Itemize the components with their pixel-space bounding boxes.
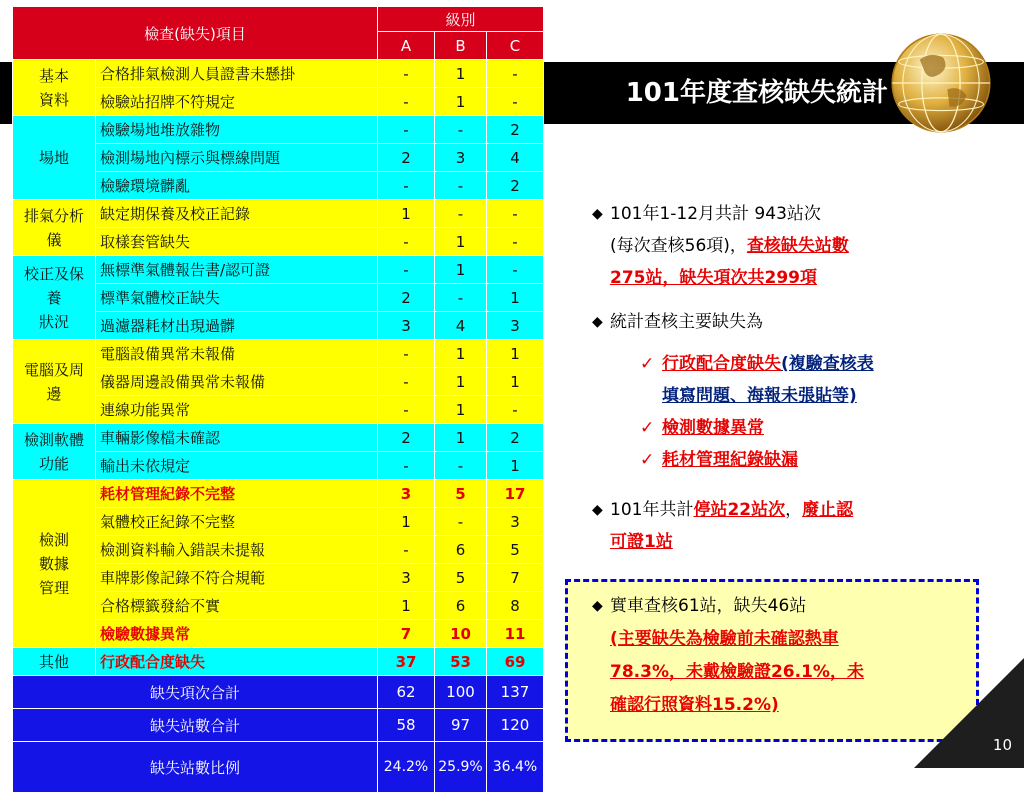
table-row [13, 424, 544, 452]
bullet-line: 統計查核主要缺失為 [610, 312, 763, 332]
check-item: 行政配合度缺失 [662, 354, 781, 374]
bullet-field-check [592, 590, 864, 722]
grade-b-cell: 53 [435, 648, 487, 676]
grade-c-cell: - [487, 256, 544, 284]
item-cell: 檢驗環境髒亂 [96, 172, 378, 200]
grade-b-cell: - [435, 116, 487, 144]
grade-c-cell: 1 [487, 284, 544, 312]
bullet-text: ， [785, 500, 803, 520]
totals-row [13, 709, 544, 742]
item-cell: 氣體校正紀錄不完整 [96, 508, 378, 536]
grade-b-cell: 1 [435, 368, 487, 396]
item-cell: 合格排氣檢測人員證書未懸掛 [96, 60, 378, 88]
grade-a-cell: - [378, 60, 435, 88]
grade-c-cell: 3 [487, 508, 544, 536]
totals-b-cell: 25.9% [435, 742, 487, 793]
grade-c-cell: 2 [487, 172, 544, 200]
category-label: 管理 [38, 578, 69, 597]
highlight-text: 可證1站 [610, 532, 673, 552]
highlight-text: (主要缺失為檢驗前未確認熱車 [610, 629, 839, 649]
grade-b-cell: 3 [435, 144, 487, 172]
item-cell: 車牌影像記錄不符合規範 [96, 564, 378, 592]
item-cell: 檢測場地內標示與標線問題 [96, 144, 378, 172]
check-icon: ✓ [640, 450, 655, 470]
grade-c-cell: 17 [487, 480, 544, 508]
item-cell: 行政配合度缺失 [96, 648, 378, 676]
grade-c-cell: - [487, 228, 544, 256]
grade-a-cell: - [378, 256, 435, 284]
grade-c-cell: - [487, 88, 544, 116]
totals-label-cell: 缺失項次合計 [13, 676, 378, 709]
check-icon: ✓ [640, 354, 655, 374]
grade-c-cell: - [487, 200, 544, 228]
grade-a-cell: 37 [378, 648, 435, 676]
table-row [13, 480, 544, 508]
item-cell: 取樣套管缺失 [96, 228, 378, 256]
category-label: 邊 [46, 384, 62, 403]
grade-c-cell: 4 [487, 144, 544, 172]
grade-b-cell: - [435, 284, 487, 312]
category-label: 排氣分析 [23, 206, 84, 225]
globe-icon [888, 30, 994, 136]
grade-c-cell: - [487, 396, 544, 424]
grade-a-cell: 7 [378, 620, 435, 648]
diamond-bullet-icon: ◆ [592, 598, 603, 614]
grade-b-cell: 6 [435, 592, 487, 620]
totals-a-cell: 24.2% [378, 742, 435, 793]
category-label: 養 [46, 288, 62, 307]
diamond-bullet-icon: ◆ [592, 206, 603, 222]
table-row [13, 648, 544, 676]
highlight-text: 查核缺失站數 [746, 236, 849, 256]
table-row [13, 60, 544, 88]
grade-b-cell: 1 [435, 88, 487, 116]
item-cell: 缺定期保養及校正記錄 [96, 200, 378, 228]
grade-b-cell: 1 [435, 228, 487, 256]
grade-a-cell: - [378, 228, 435, 256]
totals-b-cell: 100 [435, 676, 487, 709]
grade-a-cell: 3 [378, 480, 435, 508]
category-cell [13, 340, 96, 424]
table-row [13, 200, 544, 228]
header-level-cell: 級別 [378, 7, 544, 32]
grade-c-cell: 11 [487, 620, 544, 648]
totals-b-cell: 97 [435, 709, 487, 742]
slide-title: 101年度查核缺失統計 [625, 78, 888, 108]
item-cell: 過濾器耗材出現過髒 [96, 312, 378, 340]
grade-b-cell: 6 [435, 536, 487, 564]
grade-b-cell: 1 [435, 396, 487, 424]
highlight-text: 275站，缺失項次共299項 [610, 268, 817, 288]
item-cell: 車輛影像檔未確認 [96, 424, 378, 452]
grade-b-cell: 1 [435, 256, 487, 284]
grade-a-cell: 1 [378, 508, 435, 536]
highlight-text: 78.3%，未戴檢驗證26.1%，未 [610, 662, 864, 682]
bullet-main-defects [592, 306, 763, 338]
grade-b-cell: 5 [435, 480, 487, 508]
header-grade-a: A [378, 32, 435, 60]
check-list [640, 348, 874, 476]
grade-b-cell: 4 [435, 312, 487, 340]
diamond-bullet-icon: ◆ [592, 502, 603, 518]
grade-c-cell: 2 [487, 424, 544, 452]
category-cell [13, 648, 96, 676]
grade-c-cell: 1 [487, 368, 544, 396]
table-row [13, 340, 544, 368]
header-item-cell: 檢查(缺失)項目 [13, 7, 378, 60]
item-cell: 標準氣體校正缺失 [96, 284, 378, 312]
category-label: 電腦及周 [23, 360, 84, 379]
bullet-line: 實車查核61站，缺失46站 [610, 596, 807, 616]
grade-a-cell: 2 [378, 424, 435, 452]
highlight-text: 確認行照資料15.2%) [610, 695, 779, 715]
item-cell: 連線功能異常 [96, 396, 378, 424]
totals-c-cell: 137 [487, 676, 544, 709]
grade-b-cell: 1 [435, 424, 487, 452]
grade-a-cell: - [378, 452, 435, 480]
grade-b-cell: 1 [435, 340, 487, 368]
grade-a-cell: 3 [378, 564, 435, 592]
grade-c-cell: 1 [487, 340, 544, 368]
category-label: 功能 [38, 454, 69, 473]
category-label: 其他 [38, 652, 69, 671]
grade-c-cell: 1 [487, 452, 544, 480]
grade-b-cell: - [435, 452, 487, 480]
totals-a-cell: 58 [378, 709, 435, 742]
grade-c-cell: 2 [487, 116, 544, 144]
diamond-bullet-icon: ◆ [592, 314, 603, 330]
grade-a-cell: 2 [378, 144, 435, 172]
item-cell: 檢驗數據異常 [96, 620, 378, 648]
grade-a-cell: - [378, 88, 435, 116]
item-cell: 輸出未依規定 [96, 452, 378, 480]
grade-b-cell: 1 [435, 60, 487, 88]
totals-a-cell: 62 [378, 676, 435, 709]
totals-label-cell: 缺失站數合計 [13, 709, 378, 742]
category-cell [13, 200, 96, 256]
category-label: 場地 [38, 148, 69, 167]
totals-row [13, 676, 544, 709]
bullet-text: (每次查核56項)， [610, 236, 747, 256]
table-header-row [13, 7, 544, 32]
category-label: 儀 [46, 230, 62, 249]
table-row [13, 256, 544, 284]
inspection-table [12, 6, 544, 793]
category-label: 檢測軟體 [23, 430, 84, 449]
grade-a-cell: - [378, 368, 435, 396]
grade-b-cell: 10 [435, 620, 487, 648]
item-cell: 檢驗站招牌不符規定 [96, 88, 378, 116]
grade-a-cell: 1 [378, 592, 435, 620]
item-cell: 合格標籤發給不實 [96, 592, 378, 620]
check-item: 檢測數據異常 [662, 418, 764, 438]
bullet-text: 101年共計 [610, 500, 694, 520]
category-label: 基本 [38, 66, 69, 85]
item-cell: 檢測資料輸入錯誤未提報 [96, 536, 378, 564]
grade-b-cell: - [435, 508, 487, 536]
grade-a-cell: - [378, 116, 435, 144]
grade-a-cell: - [378, 340, 435, 368]
category-label: 數據 [38, 554, 69, 573]
page-number: 10 [992, 736, 1012, 754]
item-cell: 檢驗場地堆放雜物 [96, 116, 378, 144]
category-cell [13, 116, 96, 200]
category-cell [13, 480, 96, 648]
totals-c-cell: 36.4% [487, 742, 544, 793]
header-grade-c: C [487, 32, 544, 60]
grade-c-cell: 8 [487, 592, 544, 620]
category-cell [13, 60, 96, 116]
grade-c-cell: 69 [487, 648, 544, 676]
category-label: 狀況 [38, 312, 69, 331]
totals-label-cell: 缺失站數比例 [13, 742, 378, 793]
grade-b-cell: - [435, 172, 487, 200]
category-cell [13, 424, 96, 480]
grade-b-cell: - [435, 200, 487, 228]
grade-a-cell: 1 [378, 200, 435, 228]
grade-b-cell: 5 [435, 564, 487, 592]
grade-a-cell: - [378, 172, 435, 200]
item-cell: 儀器周邊設備異常未報備 [96, 368, 378, 396]
grade-a-cell: - [378, 396, 435, 424]
totals-c-cell: 120 [487, 709, 544, 742]
check-icon: ✓ [640, 418, 655, 438]
category-label: 校正及保 [23, 264, 84, 283]
table-row [13, 116, 544, 144]
grade-c-cell: 7 [487, 564, 544, 592]
category-label: 資料 [38, 90, 69, 109]
grade-a-cell: 3 [378, 312, 435, 340]
highlight-text: 停站22站次 [693, 500, 786, 520]
bullet-line: 101年1-12月共計 943站次 [610, 204, 821, 224]
grade-c-cell: 3 [487, 312, 544, 340]
bullet-suspension [592, 494, 854, 558]
category-cell [13, 256, 96, 340]
grade-a-cell: - [378, 536, 435, 564]
bullet-summary [592, 198, 849, 294]
check-item-detail: (複驗查核表 [781, 354, 874, 374]
grade-c-cell: - [487, 60, 544, 88]
header-grade-b: B [435, 32, 487, 60]
check-item: 耗材管理紀錄缺漏 [662, 450, 798, 470]
left-edge-bar [0, 62, 12, 124]
item-cell: 電腦設備異常未報備 [96, 340, 378, 368]
item-cell: 無標準氣體報告書/認可證 [96, 256, 378, 284]
grade-c-cell: 5 [487, 536, 544, 564]
check-item-detail: 填寫問題、海報未張貼等) [662, 386, 857, 406]
highlight-text: 廢止認 [802, 500, 854, 520]
item-cell: 耗材管理紀錄不完整 [96, 480, 378, 508]
category-label: 檢測 [38, 530, 69, 549]
totals-row [13, 742, 544, 793]
grade-a-cell: 2 [378, 284, 435, 312]
